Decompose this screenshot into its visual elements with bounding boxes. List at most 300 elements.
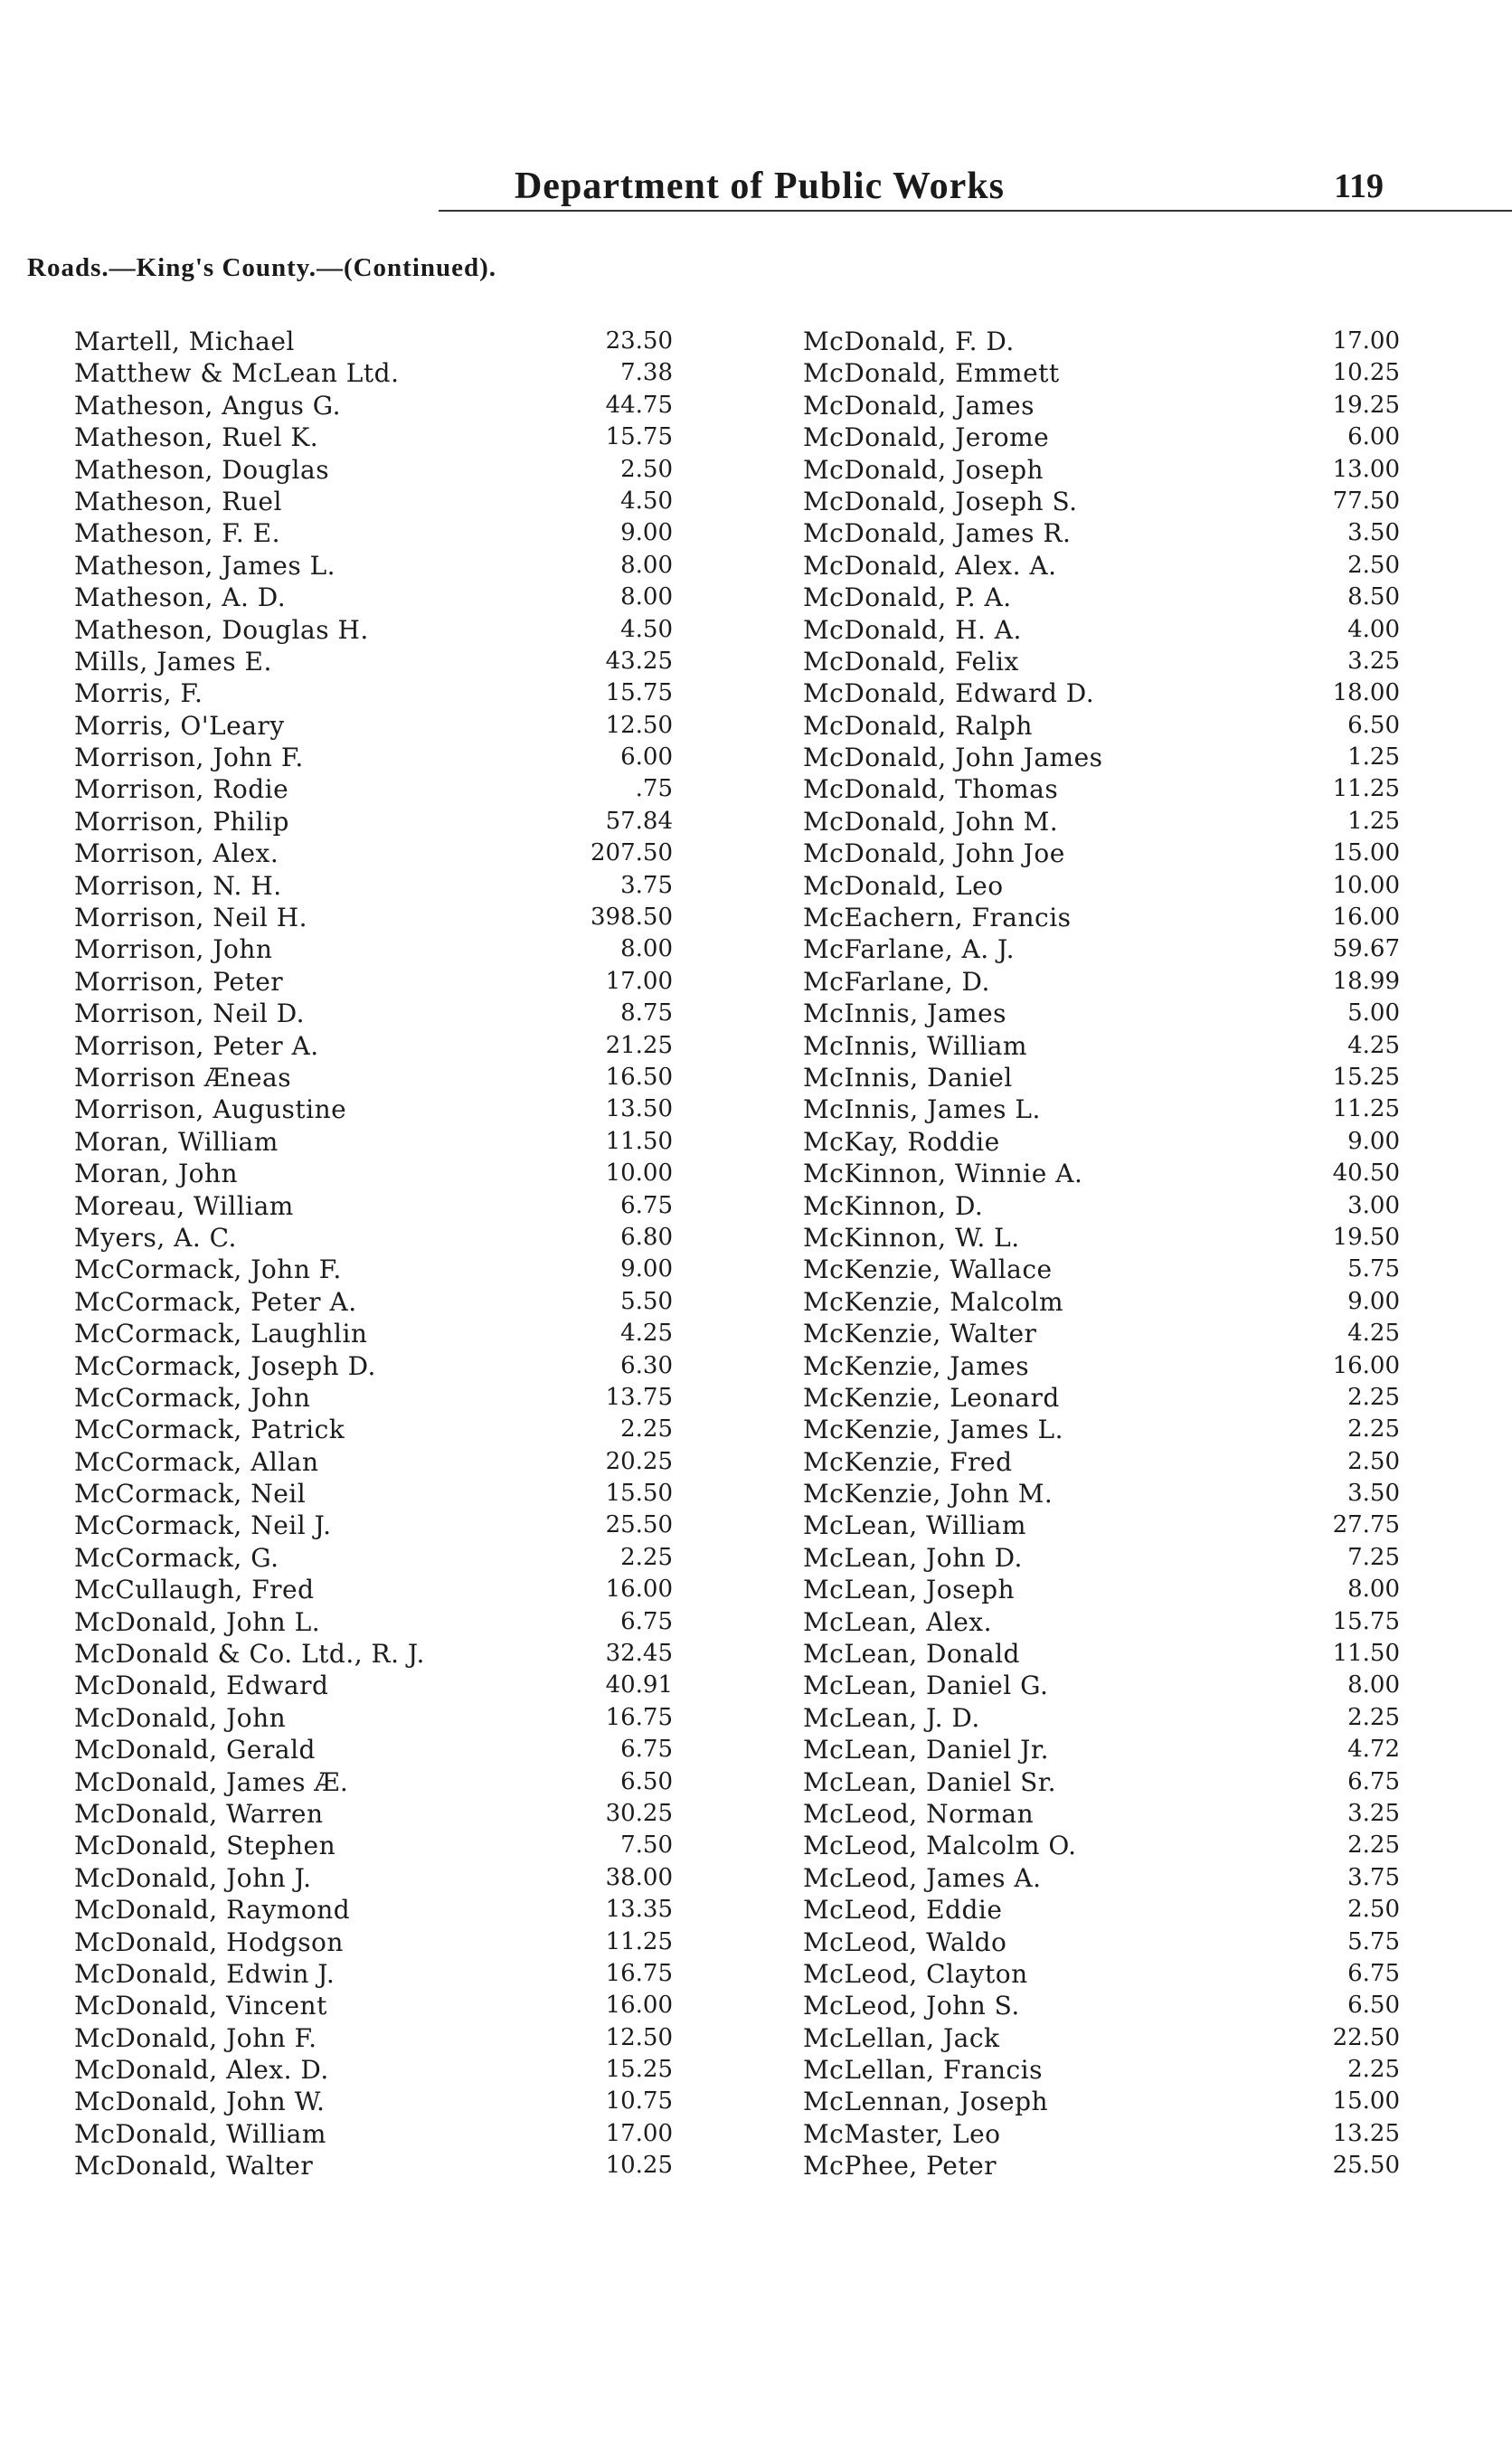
entry-amount: 77.50: [1332, 487, 1400, 515]
list-item: [74, 742, 673, 773]
entry-amount: 13.25: [1332, 2119, 1400, 2147]
entry-amount: 16.75: [605, 1703, 673, 1731]
entry-name: Matheson, Douglas H.: [74, 614, 369, 645]
list-item: [803, 742, 1400, 773]
list-item: [74, 1446, 673, 1478]
entry-amount: 10.00: [1332, 871, 1400, 899]
entry-amount: 23.50: [605, 327, 673, 355]
list-item: [803, 1350, 1400, 1382]
list-item: [74, 710, 673, 742]
entry-amount: 3.25: [1347, 647, 1400, 675]
entry-name: McLean, J. D.: [803, 1702, 980, 1733]
entry-amount: 15.25: [1332, 1063, 1400, 1091]
entry-name: McCormack, Peter A.: [74, 1286, 357, 1317]
entry-name: McKenzie, John M.: [803, 1479, 1054, 1510]
entry-name: McDonald, Raymond: [74, 1895, 351, 1926]
entry-name: McLeod, Clayton: [803, 1958, 1028, 1989]
entry-name: McDonald, F. D.: [803, 327, 1015, 356]
entry-name: McDonald, Alex. D.: [74, 2055, 329, 2086]
entry-amount: 15.00: [1332, 839, 1400, 867]
entry-amount: 3.50: [1347, 519, 1400, 547]
entry-name: McLeod, Malcolm O.: [803, 1831, 1077, 1861]
list-item: [74, 1638, 673, 1670]
entry-name: Morrison, Rodie: [74, 774, 289, 805]
list-item: [803, 966, 1400, 998]
list-item: [803, 1574, 1400, 1605]
list-item: [74, 357, 673, 389]
entry-name: McDonald, Stephen: [74, 1831, 336, 1861]
entry-amount: 13.50: [605, 1095, 673, 1123]
entry-name: McKinnon, D.: [803, 1190, 984, 1221]
list-item: [803, 1798, 1400, 1830]
entry-amount: 16.75: [605, 1959, 673, 1987]
entry-name: McCormack, Laughlin: [74, 1319, 368, 1349]
entry-amount: 22.50: [1332, 2023, 1400, 2051]
list-item: [74, 902, 673, 933]
entry-name: McLean, William: [803, 1510, 1026, 1541]
entry-amount: 6.80: [620, 1223, 673, 1251]
list-item: [803, 390, 1400, 421]
entry-name: Martell, Michael: [74, 327, 295, 356]
entry-name: Matheson, F. E.: [74, 518, 280, 549]
entry-amount: 9.00: [1347, 1127, 1400, 1155]
list-item: [803, 1734, 1400, 1765]
list-item: [74, 421, 673, 453]
entry-amount: 27.75: [1332, 1511, 1400, 1539]
entry-amount: 38.00: [605, 1863, 673, 1891]
entry-amount: 15.25: [605, 2056, 673, 2084]
entry-name: McDonald, John L.: [74, 1606, 321, 1637]
entry-name: McLean, Daniel Jr.: [803, 1735, 1050, 1765]
entry-name: McInnis, William: [803, 1030, 1027, 1061]
list-item: [74, 1222, 673, 1254]
entry-name: McDonald, John: [74, 1702, 287, 1733]
list-item: [803, 1542, 1400, 1574]
list-item: [803, 326, 1400, 357]
entry-name: Matheson, Angus G.: [74, 390, 342, 421]
entry-name: McFarlane, A. J.: [803, 934, 1015, 965]
list-item: [74, 1190, 673, 1222]
entry-amount: 7.38: [620, 359, 673, 387]
entry-amount: 5.00: [1347, 999, 1400, 1027]
entry-name: McDonald, Jerome: [803, 422, 1050, 453]
list-item: [803, 806, 1400, 838]
entry-name: McDonald, Edwin J.: [74, 1958, 335, 1989]
entry-amount: 3.50: [1347, 1480, 1400, 1508]
list-item: [74, 1542, 673, 1574]
list-item: [803, 1382, 1400, 1414]
entry-name: McDonald, P. A.: [803, 582, 1012, 613]
entry-name: McInnis, Daniel: [803, 1062, 1013, 1093]
list-item: [803, 486, 1400, 517]
list-item: [74, 1862, 673, 1894]
entry-name: McKenzie, Wallace: [803, 1254, 1053, 1285]
list-item: [803, 1318, 1400, 1349]
entry-amount: 6.75: [620, 1191, 673, 1219]
entry-amount: 4.50: [620, 487, 673, 515]
entry-name: McDonald, Hodgson: [74, 1926, 344, 1957]
list-item: [74, 2150, 673, 2182]
list-item: [803, 1190, 1400, 1222]
entry-amount: 6.50: [1347, 711, 1400, 739]
entry-amount: 8.00: [1347, 1576, 1400, 1604]
list-item: [803, 838, 1400, 869]
entry-amount: 2.25: [1347, 1832, 1400, 1860]
entry-name: Moreau, William: [74, 1190, 294, 1221]
entry-amount: 6.75: [620, 1607, 673, 1635]
entry-amount: 7.50: [620, 1832, 673, 1860]
entry-amount: 11.25: [1332, 775, 1400, 803]
list-item: [74, 326, 673, 357]
entry-name: McDonald, John J.: [74, 1862, 312, 1893]
entry-name: McKay, Roddie: [803, 1126, 1000, 1157]
entry-name: Morrison Æneas: [74, 1062, 292, 1093]
list-item: [74, 2118, 673, 2150]
list-item: [803, 421, 1400, 453]
entry-name: McInnis, James L.: [803, 1094, 1041, 1125]
entry-amount: 2.50: [1347, 1447, 1400, 1475]
list-item: [803, 1894, 1400, 1926]
list-item: [74, 646, 673, 677]
list-item: [74, 1382, 673, 1414]
list-item: [74, 1894, 673, 1926]
entry-amount: 17.00: [605, 2119, 673, 2147]
list-item: [803, 1286, 1400, 1318]
entry-name: McDonald, Vincent: [74, 1991, 327, 2021]
entry-name: Morrison, Philip: [74, 806, 289, 837]
list-item: [74, 1670, 673, 1701]
entry-amount: 15.75: [1332, 1607, 1400, 1635]
entry-amount: 32.45: [605, 1640, 673, 1668]
entry-amount: 6.30: [620, 1351, 673, 1379]
list-item: [803, 1926, 1400, 1958]
entry-amount: 3.75: [620, 871, 673, 899]
entry-amount: 4.50: [620, 615, 673, 643]
entry-name: Morrison, Peter: [74, 966, 284, 997]
entry-amount: 10.25: [605, 2152, 673, 2180]
entry-name: Morrison, John F.: [74, 743, 304, 773]
entry-amount: 16.00: [605, 1992, 673, 2020]
entry-amount: 3.00: [1347, 1191, 1400, 1219]
entry-amount: 6.50: [620, 1767, 673, 1795]
entry-amount: 1.25: [1347, 807, 1400, 835]
entry-amount: 15.00: [1332, 2087, 1400, 2115]
entry-amount: 6.50: [1347, 1992, 1400, 2020]
entry-amount: 17.00: [1332, 327, 1400, 355]
list-item: [74, 2054, 673, 2086]
entry-name: McLeod, Norman: [803, 1798, 1035, 1829]
list-item: [74, 966, 673, 998]
entry-amount: 8.00: [1347, 1671, 1400, 1699]
list-item: [803, 1990, 1400, 2021]
entry-name: Morris, F.: [74, 678, 203, 709]
list-item: [74, 1093, 673, 1125]
entry-amount: 16.00: [1332, 904, 1400, 932]
list-item: [803, 2150, 1400, 2182]
list-item: [803, 1766, 1400, 1798]
list-item: [803, 517, 1400, 549]
entry-amount: 11.25: [1332, 1095, 1400, 1123]
entry-amount: 12.50: [605, 711, 673, 739]
entry-amount: 25.50: [605, 1511, 673, 1539]
list-item: [74, 1702, 673, 1734]
list-item: [803, 1414, 1400, 1445]
list-item: [74, 1414, 673, 1445]
list-item: [803, 614, 1400, 646]
list-item: [74, 390, 673, 421]
entry-name: Morris, O'Leary: [74, 710, 285, 741]
entry-name: McDonald, H. A.: [803, 614, 1022, 645]
entry-amount: 57.84: [605, 807, 673, 835]
entry-amount: 44.75: [605, 391, 673, 419]
list-item: [803, 1702, 1400, 1734]
list-item: [74, 806, 673, 838]
list-item: [803, 1222, 1400, 1254]
entry-amount: 2.50: [1347, 1896, 1400, 1924]
entry-amount: 2.25: [1347, 1383, 1400, 1411]
list-item: [74, 486, 673, 517]
list-item: [803, 1030, 1400, 1062]
entry-amount: 4.00: [1347, 615, 1400, 643]
entry-name: Morrison, N. H.: [74, 870, 282, 901]
list-item: [74, 582, 673, 613]
entry-name: McKenzie, Malcolm: [803, 1286, 1064, 1317]
list-item: [803, 1670, 1400, 1701]
entry-amount: 19.25: [1332, 391, 1400, 419]
list-item: [74, 1062, 673, 1093]
list-item: [803, 357, 1400, 389]
entry-amount: 13.35: [605, 1896, 673, 1924]
entry-name: McDonald, Walter: [74, 2151, 314, 2182]
entry-amount: 17.00: [605, 967, 673, 995]
entry-name: McDonald, James R.: [803, 518, 1072, 549]
entry-amount: 6.00: [620, 743, 673, 771]
list-item: [803, 2054, 1400, 2086]
entry-amount: 13.00: [1332, 455, 1400, 483]
list-item: [803, 902, 1400, 933]
list-item: [74, 1478, 673, 1510]
entry-amount: 2.50: [1347, 551, 1400, 579]
entry-amount: 398.50: [591, 904, 673, 932]
entry-amount: 16.00: [605, 1576, 673, 1604]
entry-name: McDonald, John James: [803, 743, 1103, 773]
entry-name: McCormack, Neil: [74, 1479, 307, 1510]
entry-name: McCormack, Joseph D.: [74, 1350, 376, 1381]
entry-name: Matheson, James L.: [74, 550, 336, 581]
entry-name: McDonald, John Joe: [803, 838, 1065, 869]
list-item: [74, 550, 673, 582]
entry-name: McDonald, Thomas: [803, 774, 1059, 805]
list-item: [74, 517, 673, 549]
entry-amount: 6.00: [1347, 423, 1400, 451]
entry-amount: 5.75: [1347, 1255, 1400, 1283]
list-item: [803, 933, 1400, 965]
entry-amount: 8.00: [620, 935, 673, 963]
list-item: [74, 1286, 673, 1318]
entry-name: Morrison, John: [74, 934, 273, 965]
entry-amount: 8.50: [1347, 583, 1400, 611]
entry-amount: 6.75: [620, 1736, 673, 1764]
entry-amount: 8.00: [620, 583, 673, 611]
entry-amount: 2.25: [620, 1543, 673, 1571]
entry-amount: 2.25: [1347, 1415, 1400, 1443]
entry-name: McCullaugh, Fred: [74, 1575, 315, 1605]
list-item: [803, 454, 1400, 486]
list-item: [74, 1958, 673, 1990]
entry-amount: 40.91: [605, 1671, 673, 1699]
list-item: [803, 1958, 1400, 1990]
entry-name: McKenzie, Fred: [803, 1446, 1013, 1477]
list-item: [74, 838, 673, 869]
section-heading: Roads.—King's County.—(Continued).: [27, 253, 497, 282]
entry-name: McKenzie, Leonard: [803, 1382, 1060, 1413]
entry-amount: 8.00: [620, 551, 673, 579]
entry-amount: 2.25: [620, 1415, 673, 1443]
entry-amount: 3.75: [1347, 1863, 1400, 1891]
entry-name: McLellan, Francis: [803, 2055, 1043, 2086]
list-item: [74, 1990, 673, 2021]
entry-amount: 59.67: [1332, 935, 1400, 963]
list-item: [803, 1862, 1400, 1894]
entry-name: McLellan, Jack: [803, 2022, 1000, 2053]
list-item: [803, 1638, 1400, 1670]
list-item: [74, 1830, 673, 1861]
entry-name: McDonald, John F.: [74, 2022, 317, 2053]
entry-name: McDonald, Warren: [74, 1798, 324, 1829]
entry-name: McKenzie, James: [803, 1350, 1030, 1381]
entry-name: McLeod, Eddie: [803, 1895, 1003, 1926]
header-rule: [439, 210, 1512, 212]
entry-amount: 9.00: [1347, 1287, 1400, 1315]
entry-name: McDonald, Ralph: [803, 710, 1033, 741]
entry-amount: 11.50: [1332, 1640, 1400, 1668]
right-column: [803, 326, 1400, 2182]
entry-name: McLean, John D.: [803, 1542, 1023, 1573]
list-item: [803, 1606, 1400, 1638]
list-item: [803, 1158, 1400, 1189]
list-item: [803, 2086, 1400, 2117]
list-item: [803, 1446, 1400, 1478]
entry-amount: 18.99: [1332, 967, 1400, 995]
page-title: Department of Public Works: [514, 166, 1006, 207]
list-item: [74, 1158, 673, 1189]
list-item: [803, 677, 1400, 709]
entry-name: Morrison, Neil H.: [74, 903, 308, 933]
entry-name: McMaster, Leo: [803, 2118, 1001, 2149]
entry-name: McLeod, Waldo: [803, 1926, 1007, 1957]
entry-amount: 15.75: [605, 679, 673, 707]
list-item: [74, 773, 673, 805]
entry-name: McDonald, Joseph: [803, 454, 1044, 485]
entry-amount: 4.25: [1347, 1320, 1400, 1348]
entry-amount: 15.50: [605, 1480, 673, 1508]
entry-name: McCormack, G.: [74, 1542, 279, 1573]
entry-amount: 40.50: [1332, 1159, 1400, 1188]
entry-amount: 11.25: [605, 1927, 673, 1955]
entry-name: McDonald, Edward: [74, 1671, 329, 1701]
entry-amount: 5.50: [620, 1287, 673, 1315]
entry-amount: 16.50: [605, 1063, 673, 1091]
list-item: [74, 677, 673, 709]
entry-name: Morrison, Neil D.: [74, 999, 306, 1029]
list-item: [803, 550, 1400, 582]
entry-name: McCormack, John: [74, 1382, 311, 1413]
entry-name: McPhee, Peter: [803, 2151, 997, 2182]
list-item: [803, 773, 1400, 805]
entry-amount: 2.50: [620, 455, 673, 483]
entry-amount: 11.50: [605, 1127, 673, 1155]
entry-name: McDonald & Co. Ltd., R. J.: [74, 1639, 425, 1670]
entry-name: McDonald, James Æ.: [74, 1766, 349, 1797]
list-item: [803, 2118, 1400, 2150]
list-item: [74, 1574, 673, 1605]
entry-name: McDonald, John W.: [74, 2087, 326, 2117]
list-item: [74, 1798, 673, 1830]
entry-amount: 9.00: [620, 1255, 673, 1283]
entry-name: McDonald, Alex. A.: [803, 550, 1057, 581]
entry-amount: 30.25: [605, 1799, 673, 1827]
list-item: [74, 1734, 673, 1765]
entry-amount: 4.25: [620, 1320, 673, 1348]
entry-amount: 16.00: [1332, 1351, 1400, 1379]
entry-name: McCormack, Patrick: [74, 1415, 345, 1445]
entry-name: McLean, Daniel G.: [803, 1671, 1049, 1701]
entry-name: McLennan, Joseph: [803, 2087, 1049, 2117]
entry-amount: .75: [635, 775, 673, 803]
entry-amount: 9.00: [620, 519, 673, 547]
entry-amount: 5.75: [1347, 1927, 1400, 1955]
page-number: 119: [1334, 167, 1384, 205]
list-item: [74, 1926, 673, 1958]
list-item: [803, 1830, 1400, 1861]
list-item: [74, 870, 673, 902]
list-item: [803, 1254, 1400, 1285]
entry-amount: 20.25: [605, 1447, 673, 1475]
list-item: [803, 582, 1400, 613]
list-item: [74, 1350, 673, 1382]
entry-name: McLeod, John S.: [803, 1991, 1020, 2021]
entry-name: McKenzie, James L.: [803, 1415, 1064, 1445]
entry-amount: 10.75: [605, 2087, 673, 2115]
entry-amount: 15.75: [605, 423, 673, 451]
entry-amount: 3.25: [1347, 1799, 1400, 1827]
entry-name: Moran, William: [74, 1126, 279, 1157]
list-item: [803, 1062, 1400, 1093]
entry-name: McDonald, William: [74, 2118, 326, 2149]
entry-name: McLean, Donald: [803, 1639, 1020, 1670]
entry-name: McCormack, Neil J.: [74, 1510, 332, 1541]
entry-name: McDonald, Felix: [803, 646, 1019, 677]
entry-name: Matheson, Ruel: [74, 486, 282, 516]
entry-name: McLean, Alex.: [803, 1606, 992, 1637]
entry-name: Mills, James E.: [74, 646, 272, 677]
list-item: [803, 646, 1400, 677]
entry-name: Matheson, Douglas: [74, 454, 330, 485]
entry-name: Matthew & McLean Ltd.: [74, 358, 400, 389]
entry-amount: 18.00: [1332, 679, 1400, 707]
entry-name: McFarlane, D.: [803, 966, 990, 997]
list-item: [803, 710, 1400, 742]
list-item: [74, 1030, 673, 1062]
list-item: [74, 998, 673, 1029]
list-item: [74, 1766, 673, 1798]
entry-amount: 2.25: [1347, 1703, 1400, 1731]
entry-amount: 10.25: [1332, 359, 1400, 387]
entry-name: Morrison, Peter A.: [74, 1030, 319, 1061]
list-item: [74, 1254, 673, 1285]
entry-amount: 6.75: [1347, 1767, 1400, 1795]
list-item: [74, 933, 673, 965]
